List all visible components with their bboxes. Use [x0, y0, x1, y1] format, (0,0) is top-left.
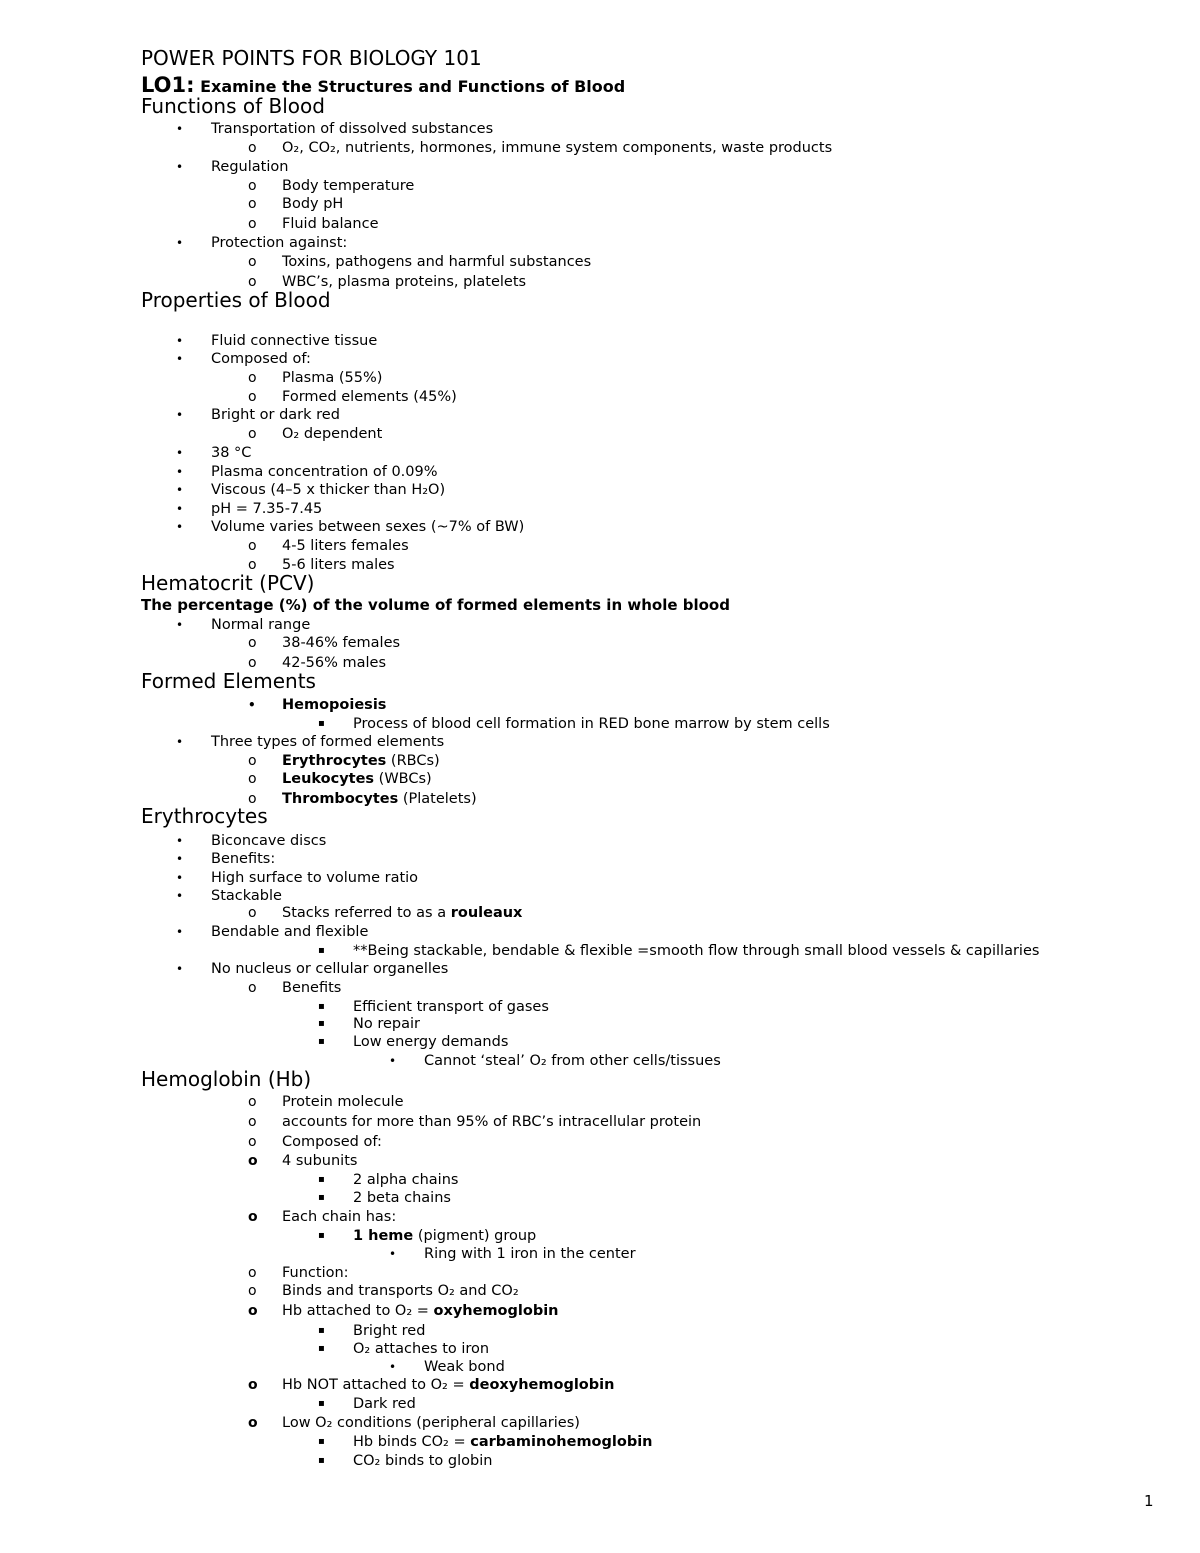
list-item-text: 5-6 liters males [282, 557, 395, 573]
list-item [211, 444, 251, 462]
bold-term: Leukocytes [282, 771, 375, 787]
list-item-text: 38-46% females [282, 635, 401, 651]
list-item-text: Toxins, pathogens and harmful substances [282, 254, 592, 270]
bullet-icon: • [176, 334, 184, 348]
list-item-text: Cannot ‘steal’ O₂ from other cells/tissues [424, 1053, 721, 1069]
list-item [424, 1358, 505, 1376]
circle-bullet-icon: o [248, 1415, 258, 1431]
list-item [282, 369, 382, 387]
heading-text: Functions of Blood [141, 94, 325, 118]
circle-bullet-icon: o [248, 1134, 257, 1150]
list-item-text: Low energy demands [353, 1034, 509, 1050]
list-item [282, 1113, 701, 1131]
bullet-icon: • [176, 352, 184, 366]
bold-term: oxyhemoglobin [433, 1303, 559, 1319]
bullet-icon: • [176, 735, 184, 749]
list-item-text: Regulation [211, 159, 289, 175]
list-item-text: 2 alpha chains [353, 1172, 459, 1188]
list-item [211, 887, 282, 905]
list-item-text: 4-5 liters females [282, 538, 409, 554]
list-item [282, 1414, 580, 1432]
list-item [353, 1227, 536, 1245]
list-item-text: Benefits: [211, 851, 276, 867]
list-item [353, 998, 549, 1016]
list-item [282, 770, 432, 788]
circle-bullet-icon: o [248, 1153, 258, 1169]
list-item-text: High surface to volume ratio [211, 870, 419, 886]
list-item [353, 1322, 425, 1340]
square-bullet-icon: ▪ [318, 1018, 325, 1029]
learning-objective-label: LO1: [141, 73, 195, 97]
section-heading [141, 1067, 311, 1091]
list-item [211, 481, 445, 499]
list-item-text: **Being stackable, bendable & flexible =smooth flow through small blood vessels & capillaries [353, 943, 1040, 959]
list-item-text: Benefits [282, 980, 342, 996]
list-item [353, 942, 1039, 960]
list-item-text: Hb binds CO₂ = [353, 1434, 471, 1450]
bold-term: Thrombocytes [282, 791, 399, 807]
circle-bullet-icon: o [248, 216, 257, 232]
list-item [282, 139, 832, 157]
circle-bullet-icon: o [248, 791, 257, 807]
circle-bullet-icon: o [248, 557, 257, 573]
list-item [211, 234, 347, 252]
circle-bullet-icon: o [248, 196, 257, 212]
bold-term: rouleaux [450, 905, 523, 921]
bold-term: Hemopoiesis [282, 697, 387, 713]
circle-bullet-icon: o [248, 753, 257, 769]
circle-bullet-icon: o [248, 980, 257, 996]
list-item-text: Bright red [353, 1323, 426, 1339]
list-item [211, 518, 524, 536]
list-item-text: Formed elements (45%) [282, 389, 457, 405]
heading-text: Formed Elements [141, 669, 316, 693]
list-item-text: (RBCs) [386, 753, 440, 769]
list-item-text: Biconcave discs [211, 833, 327, 849]
bullet-icon: • [176, 834, 184, 848]
heading-text: The percentage (%) of the volume of formed elements in whole blood [141, 596, 730, 614]
list-item-text: Stacks referred to as a [282, 905, 451, 921]
heading-text: Hemoglobin (Hb) [141, 1067, 312, 1091]
list-item-text: Three types of formed elements [211, 734, 445, 750]
list-item-text: Plasma concentration of 0.09% [211, 464, 438, 480]
list-item-text: Viscous (4–5 x thicker than H₂O) [211, 482, 446, 498]
heading-text: Hematocrit (PCV) [141, 571, 315, 595]
bullet-icon: • [389, 1360, 397, 1374]
list-item-text: 4 subunits [282, 1153, 358, 1169]
list-item-text: Binds and transports O₂ and CO₂ [282, 1283, 519, 1299]
circle-bullet-icon: o [248, 140, 257, 156]
circle-bullet-icon: o [248, 426, 257, 442]
list-item [353, 1340, 489, 1358]
circle-bullet-icon: o [248, 1377, 258, 1393]
list-item-text: Fluid connective tissue [211, 333, 378, 349]
square-bullet-icon: ▪ [318, 1230, 325, 1241]
bold-term: 1 heme [353, 1228, 414, 1244]
bullet-icon: • [176, 408, 184, 422]
list-item [282, 1282, 519, 1300]
circle-bullet-icon: o [248, 635, 257, 651]
list-item [282, 634, 400, 652]
bullet-icon: • [389, 1054, 397, 1068]
section-heading [141, 288, 331, 312]
bullet-icon: • [176, 520, 184, 534]
list-item [282, 253, 591, 271]
bold-term: deoxyhemoglobin [469, 1377, 615, 1393]
section-heading [141, 804, 268, 828]
list-item-text: Protein molecule [282, 1094, 404, 1110]
list-item [211, 463, 438, 481]
list-item-text: (Platelets) [398, 791, 477, 807]
list-item-text: Volume varies between sexes (~7% of BW) [211, 519, 525, 535]
list-item [211, 158, 288, 176]
list-item [282, 1302, 559, 1320]
list-item-text: (WBCs) [374, 771, 432, 787]
list-item-text: Plasma (55%) [282, 370, 383, 386]
page-number: 1 [1144, 1492, 1154, 1510]
bullet-icon: • [176, 483, 184, 497]
bullet-icon: • [176, 502, 184, 516]
square-bullet-icon: ▪ [318, 1343, 325, 1354]
list-item-text: Low O₂ conditions (peripheral capillaries) [282, 1415, 580, 1431]
square-bullet-icon: ▪ [318, 1325, 325, 1336]
list-item [353, 1033, 508, 1051]
list-item [282, 1208, 396, 1226]
list-item-text: Composed of: [282, 1134, 382, 1150]
square-bullet-icon: ▪ [318, 1174, 325, 1185]
bullet-icon: • [176, 465, 184, 479]
list-item [211, 500, 322, 518]
circle-bullet-icon: o [248, 389, 257, 405]
list-item [211, 350, 311, 368]
square-bullet-icon: ▪ [318, 1455, 325, 1466]
square-bullet-icon: ▪ [318, 1001, 325, 1012]
list-item-text: Process of blood cell formation in RED bone marrow by stem cells [353, 716, 830, 732]
list-item [282, 215, 379, 233]
list-item-text: Protection against: [211, 235, 348, 251]
list-item [282, 1152, 357, 1170]
list-item [211, 120, 493, 138]
square-bullet-icon: ▪ [318, 718, 325, 729]
list-item-text: 2 beta chains [353, 1190, 451, 1206]
list-item-text: Fluid balance [282, 216, 379, 232]
circle-bullet-icon: o [248, 771, 257, 787]
list-item [353, 1171, 458, 1189]
list-item [282, 1264, 349, 1282]
list-item [282, 752, 440, 770]
list-item [282, 177, 414, 195]
bold-term: Erythrocytes [282, 753, 387, 769]
bullet-icon: • [176, 871, 184, 885]
list-item [282, 1376, 614, 1394]
bullet-icon: • [248, 698, 256, 712]
list-item-text: No nucleus or cellular organelles [211, 961, 449, 977]
square-bullet-icon: ▪ [318, 1398, 325, 1409]
square-bullet-icon: ▪ [318, 1436, 325, 1447]
list-item [282, 195, 343, 213]
circle-bullet-icon: o [248, 1094, 257, 1110]
list-item-text: 42-56% males [282, 655, 387, 671]
list-item [353, 1189, 451, 1207]
list-item-text: CO₂ binds to globin [353, 1453, 493, 1469]
bullet-icon: • [176, 122, 184, 136]
section-definition [141, 596, 730, 614]
list-item [424, 1245, 636, 1263]
list-item-text: Bright or dark red [211, 407, 340, 423]
circle-bullet-icon: o [248, 1265, 257, 1281]
circle-bullet-icon: o [248, 274, 257, 290]
list-item [282, 904, 522, 922]
bold-term: carbaminohemoglobin [470, 1434, 653, 1450]
bullet-icon: • [176, 618, 184, 632]
list-item-text: Body temperature [282, 178, 415, 194]
circle-bullet-icon: o [248, 905, 257, 921]
list-item-text: pH = 7.35-7.45 [211, 501, 323, 517]
list-item-text: Normal range [211, 617, 311, 633]
heading-text: Properties of Blood [141, 288, 331, 312]
list-item-text: O₂, CO₂, nutrients, hormones, immune system components, waste products [282, 140, 833, 156]
list-item-text: Ring with 1 iron in the center [424, 1246, 636, 1262]
list-item-text: Hb NOT attached to O₂ = [282, 1377, 470, 1393]
list-item [211, 733, 444, 751]
bullet-icon: • [176, 852, 184, 866]
circle-bullet-icon: o [248, 655, 257, 671]
list-item [282, 537, 409, 555]
bullet-icon: • [389, 1247, 397, 1261]
list-item [353, 1433, 653, 1451]
list-item-text: O₂ attaches to iron [353, 1341, 490, 1357]
list-item [211, 332, 377, 350]
list-item [353, 1395, 416, 1413]
list-item-text: Function: [282, 1265, 349, 1281]
list-item [211, 406, 340, 424]
section-heading [141, 94, 325, 118]
list-item-text: Dark red [353, 1396, 416, 1412]
list-item [211, 850, 275, 868]
list-item-text: accounts for more than 95% of RBC’s intracellular protein [282, 1114, 702, 1130]
bullet-icon: • [176, 962, 184, 976]
list-item [211, 832, 326, 850]
square-bullet-icon: ▪ [318, 1036, 325, 1047]
heading-text: Erythrocytes [141, 804, 268, 828]
list-item [282, 979, 341, 997]
list-item [282, 790, 477, 808]
list-item-text: Weak bond [424, 1359, 505, 1375]
list-item-text: No repair [353, 1016, 420, 1032]
list-item [282, 425, 382, 443]
list-item [211, 923, 368, 941]
list-item-text: Hb attached to O₂ = [282, 1303, 434, 1319]
list-item [282, 1133, 382, 1151]
square-bullet-icon: ▪ [318, 1192, 325, 1203]
list-item-text: (pigment) group [413, 1228, 537, 1244]
list-item-text: Transportation of dissolved substances [211, 121, 494, 137]
circle-bullet-icon: o [248, 538, 257, 554]
list-item-text: Bendable and flexible [211, 924, 369, 940]
square-bullet-icon: ▪ [318, 945, 325, 956]
list-item [211, 869, 418, 887]
bullet-icon: • [176, 160, 184, 174]
circle-bullet-icon: o [248, 254, 257, 270]
list-item [353, 1452, 492, 1470]
circle-bullet-icon: o [248, 178, 257, 194]
learning-objective-text: Examine the Structures and Functions of Blood [200, 77, 626, 96]
bullet-icon: • [176, 889, 184, 903]
list-item [211, 960, 448, 978]
section-heading [141, 669, 316, 693]
list-item [282, 696, 386, 714]
list-item-text: Efficient transport of gases [353, 999, 549, 1015]
circle-bullet-icon: o [248, 1114, 257, 1130]
bullet-icon: • [176, 236, 184, 250]
section-heading [141, 571, 314, 595]
list-item [353, 715, 830, 733]
list-item-text: Body pH [282, 196, 344, 212]
list-item [353, 1015, 420, 1033]
list-item-text: O₂ dependent [282, 426, 383, 442]
bullet-icon: • [176, 925, 184, 939]
list-item [424, 1052, 721, 1070]
list-item-text: WBC’s, plasma proteins, platelets [282, 274, 527, 290]
circle-bullet-icon: o [248, 1209, 258, 1225]
bullet-icon: • [176, 446, 184, 460]
circle-bullet-icon: o [248, 1303, 258, 1319]
circle-bullet-icon: o [248, 1283, 257, 1299]
list-item-text: Stackable [211, 888, 282, 904]
list-item-text: Composed of: [211, 351, 311, 367]
list-item [282, 1093, 404, 1111]
list-item-text: 38 °C [211, 445, 252, 461]
document-title: POWER POINTS FOR BIOLOGY 101 [141, 46, 482, 70]
list-item [282, 388, 457, 406]
list-item [211, 616, 310, 634]
list-item-text: Each chain has: [282, 1209, 397, 1225]
circle-bullet-icon: o [248, 370, 257, 386]
